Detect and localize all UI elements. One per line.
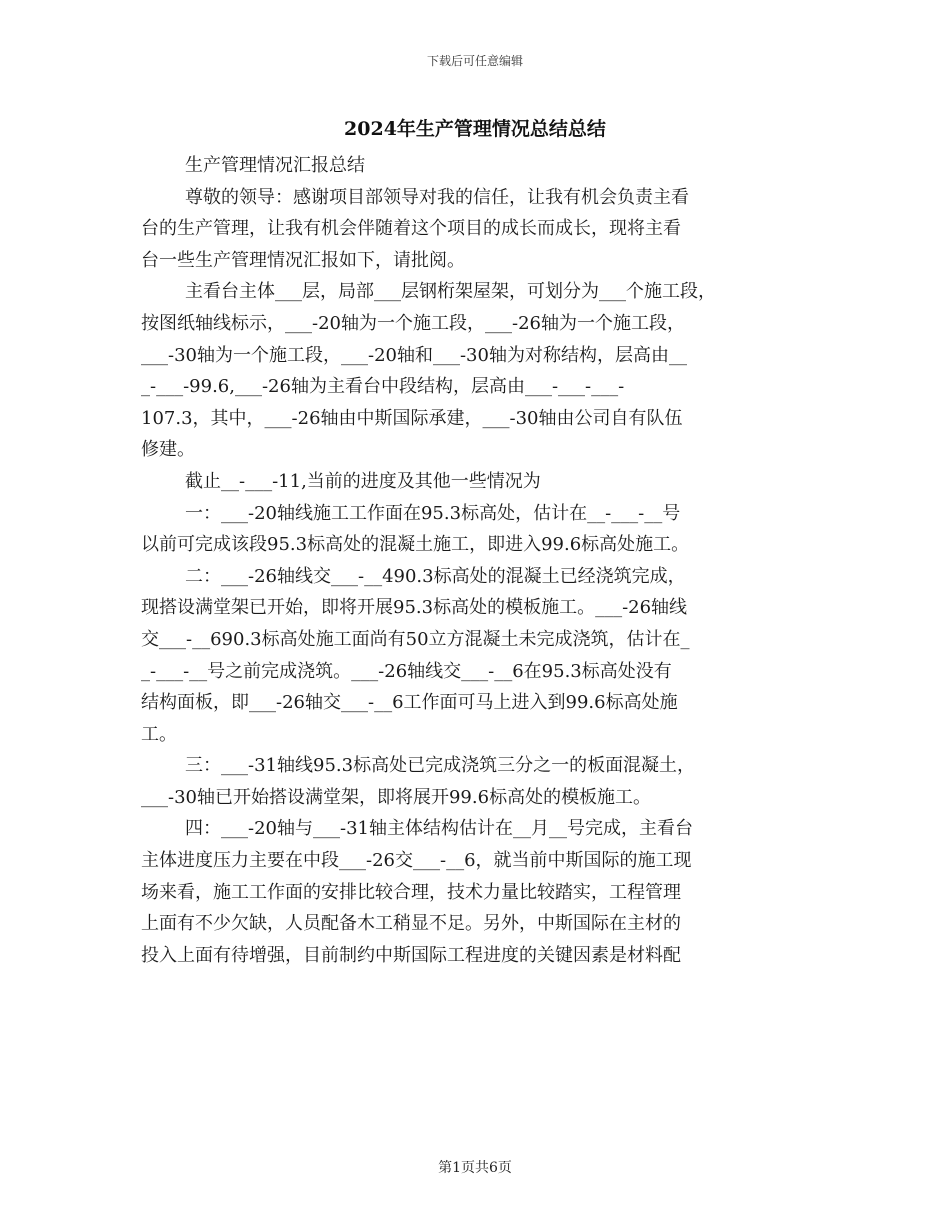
body-line: 投入上面有待增强，目前制约中斯国际工程进度的关键因素是材料配 xyxy=(141,944,681,966)
body-line: 结构面板，即___-26轴交___-__6工作面可马上进入到99.6标高处施 xyxy=(141,692,678,714)
body-line: 截止__-___-11,当前的进度及其他一些情况为 xyxy=(185,470,541,492)
page-number: 第1页共6页 xyxy=(438,1160,512,1176)
body-line: 台的生产管理，让我有机会伴随着这个项目的成长而成长，现将主看 xyxy=(141,218,681,240)
body-line: 四：___-20轴与___-31轴主体结构估计在__月__号完成，主看台 xyxy=(185,818,693,840)
body-line: 二：___-26轴线交___-__490.3标高处的混凝土已经浇筑完成， xyxy=(185,565,686,587)
body-line: 主体进度压力主要在中段___-26交___-__6，就当前中斯国际的施工现 xyxy=(141,850,692,872)
body-line: 生产管理情况汇报总结 xyxy=(185,155,365,176)
document-body xyxy=(141,150,811,971)
body-line: ___-30轴已开始搭设满堂架，即将展开99.6标高处的模板施工。 xyxy=(141,786,652,808)
body-line: 场来看，施工工作面的安排比较合理，技术力量比较踏实，工程管理 xyxy=(141,881,681,903)
body-line: 现搭设满堂架已开始，即将开展95.3标高处的模板施工。___-26轴线 xyxy=(141,597,688,619)
document-title: 2024年生产管理情况总结总结 xyxy=(344,118,606,140)
body-line: 主看台主体___层，局部___层钢桁架屋架，可划分为___个施工段， xyxy=(185,281,716,303)
body-line: ___-30轴为一个施工段，___-20轴和___-30轴为对称结构，层高由__ xyxy=(141,344,687,366)
body-line: 上面有不少欠缺，人员配备木工稍显不足。另外，中斯国际在主材的 xyxy=(141,913,681,935)
body-line: 台一些生产管理情况汇报如下，请批阅。 xyxy=(141,249,465,271)
body-line: _-___-99.6,___-26轴为主看台中段结构，层高由___-___-___- xyxy=(141,376,625,398)
body-line: 交___-__690.3标高处施工面尚有50立方混凝土未完成浇筑，估计在_ xyxy=(141,628,690,650)
body-line: 以前可完成该段95.3标高处的混凝土施工，即进入99.6标高处施工。 xyxy=(141,534,690,556)
body-line: 工。 xyxy=(141,723,177,745)
body-line: 一：___-20轴线施工工作面在95.3标高处，估计在__-___-__号 xyxy=(185,502,681,524)
body-line: 按图纸轴线标示，___-20轴为一个施工段，___-26轴为一个施工段， xyxy=(141,312,685,334)
body-line: 三：___-31轴线95.3标高处已完成浇筑三分之一的板面混凝土， xyxy=(185,755,696,777)
body-line: 修建。 xyxy=(141,439,195,461)
body-line: 107.3，其中，___-26轴由中斯国际承建，___-30轴由公司自有队伍 xyxy=(141,407,683,429)
body-line: _-___-__号之前完成浇筑。___-26轴线交___-__6在95.3标高处没有 xyxy=(141,660,672,682)
header-note: 下载后可任意编辑 xyxy=(426,54,523,68)
body-line: 尊敬的领导：感谢项目部领导对我的信任，让我有机会负责主看 xyxy=(185,186,689,208)
